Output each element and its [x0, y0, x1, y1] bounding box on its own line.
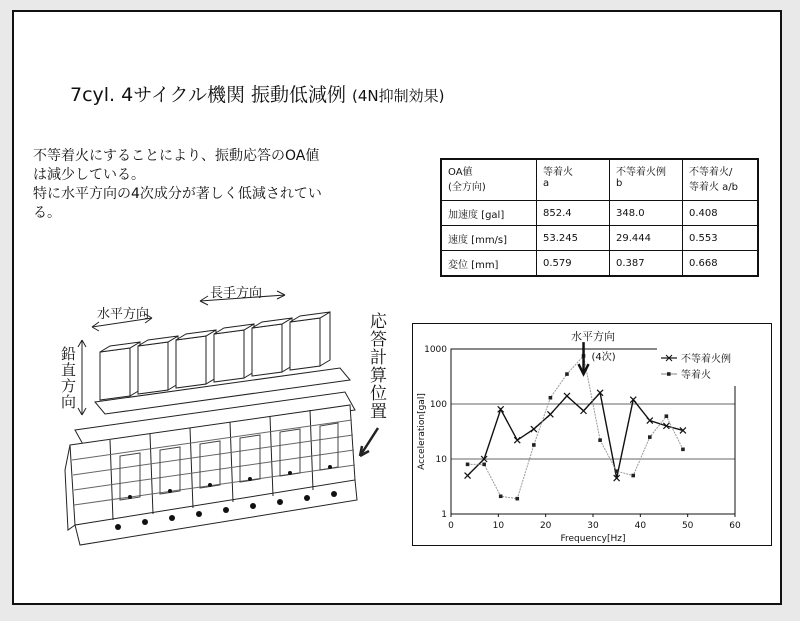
data-point-cross	[465, 473, 471, 479]
y-tick-label: 10	[435, 455, 447, 465]
title-sub: (4N抑制効果)	[352, 87, 445, 105]
table-cell: 348.0	[610, 201, 683, 226]
table-cell: 0.579	[537, 251, 610, 277]
annotation-label: (4次)	[591, 352, 616, 364]
slide-title	[70, 80, 444, 107]
table-cell: 速度 [mm/s]	[441, 226, 537, 251]
data-point-square	[532, 443, 536, 447]
data-point-square	[549, 396, 553, 400]
x-tick-label: 60	[729, 521, 741, 531]
data-point-square	[565, 372, 569, 376]
table-header-cell: 等着火 a	[537, 159, 610, 201]
data-point-square	[482, 463, 486, 467]
y-tick-label: 1000	[424, 345, 447, 355]
y-tick-label: 1	[441, 510, 447, 520]
x-tick-label: 50	[681, 521, 694, 531]
horizontal-arrow	[92, 318, 152, 327]
data-point-square	[499, 494, 503, 498]
y-axis-label: Acceleration[gal]	[417, 393, 427, 470]
table-cell: 0.668	[683, 251, 759, 277]
x-axis-label: Frequency[Hz]	[560, 534, 626, 544]
title-main: 7cyl. 4サイクル機関 振動低減例	[70, 84, 346, 106]
table-header-cell: 不等着火/ 等着火 a/b	[683, 159, 759, 201]
longitudinal-arrow	[200, 295, 285, 301]
table-cell: 加速度 [gal]	[441, 201, 537, 226]
data-point-cross	[547, 411, 553, 417]
table-row	[441, 251, 758, 277]
table-header-cell: OA値 (全方向)	[441, 159, 537, 201]
data-point-square	[648, 435, 652, 439]
oa-table	[440, 158, 759, 277]
data-point-square	[665, 414, 669, 418]
table-cell: 29.444	[610, 226, 683, 251]
description	[33, 147, 393, 223]
series-line	[468, 356, 683, 499]
x-tick-label: 0	[448, 521, 454, 531]
data-point-square	[615, 469, 619, 473]
data-point-square	[598, 438, 602, 442]
table-cell: 0.408	[683, 201, 759, 226]
legend-label: 等着火	[681, 370, 711, 381]
description-line: 特に水平方向の4次成分が著しく低減されてい	[33, 186, 322, 202]
description-line: は減少している。	[33, 167, 145, 183]
x-tick-label: 40	[634, 521, 647, 531]
table-cell: 53.245	[537, 226, 610, 251]
data-point-square	[466, 463, 470, 467]
x-tick-label: 10	[492, 521, 505, 531]
data-point-cross	[531, 426, 537, 432]
data-point-cross	[581, 408, 587, 414]
label-vertical: 鉛直方向	[59, 346, 77, 410]
table-header-row	[441, 159, 758, 201]
data-point-square	[515, 497, 519, 501]
table-cell: 変位 [mm]	[441, 251, 537, 277]
engine-illustration	[30, 280, 400, 560]
data-point-square	[631, 474, 635, 478]
data-point-cross	[514, 437, 520, 443]
label-longitudinal: 長手方向	[210, 286, 263, 301]
x-tick-label: 30	[587, 521, 599, 531]
y-tick-label: 100	[429, 400, 447, 410]
legend-marker	[667, 372, 671, 376]
table-row	[441, 226, 758, 251]
table-cell: 0.553	[683, 226, 759, 251]
data-point-square	[681, 448, 685, 452]
acceleration-chart	[413, 324, 771, 545]
table-cell: 852.4	[537, 201, 610, 226]
table-row	[441, 201, 758, 226]
chart-frame	[412, 323, 772, 546]
x-tick-label: 20	[539, 521, 552, 531]
chart-title: 水平方向	[571, 330, 615, 343]
description-line: る。	[33, 205, 61, 221]
table-header-cell: 不等着火例 b	[610, 159, 683, 201]
label-response-point: 応答計算位置	[366, 312, 386, 420]
table-cell: 0.387	[610, 251, 683, 277]
label-horizontal: 水平方向	[97, 307, 150, 322]
description-line: 不等着火にすることにより、振動応答のOA値	[33, 148, 320, 164]
data-point-cross	[564, 393, 570, 399]
legend-label: 不等着火例	[681, 354, 731, 365]
